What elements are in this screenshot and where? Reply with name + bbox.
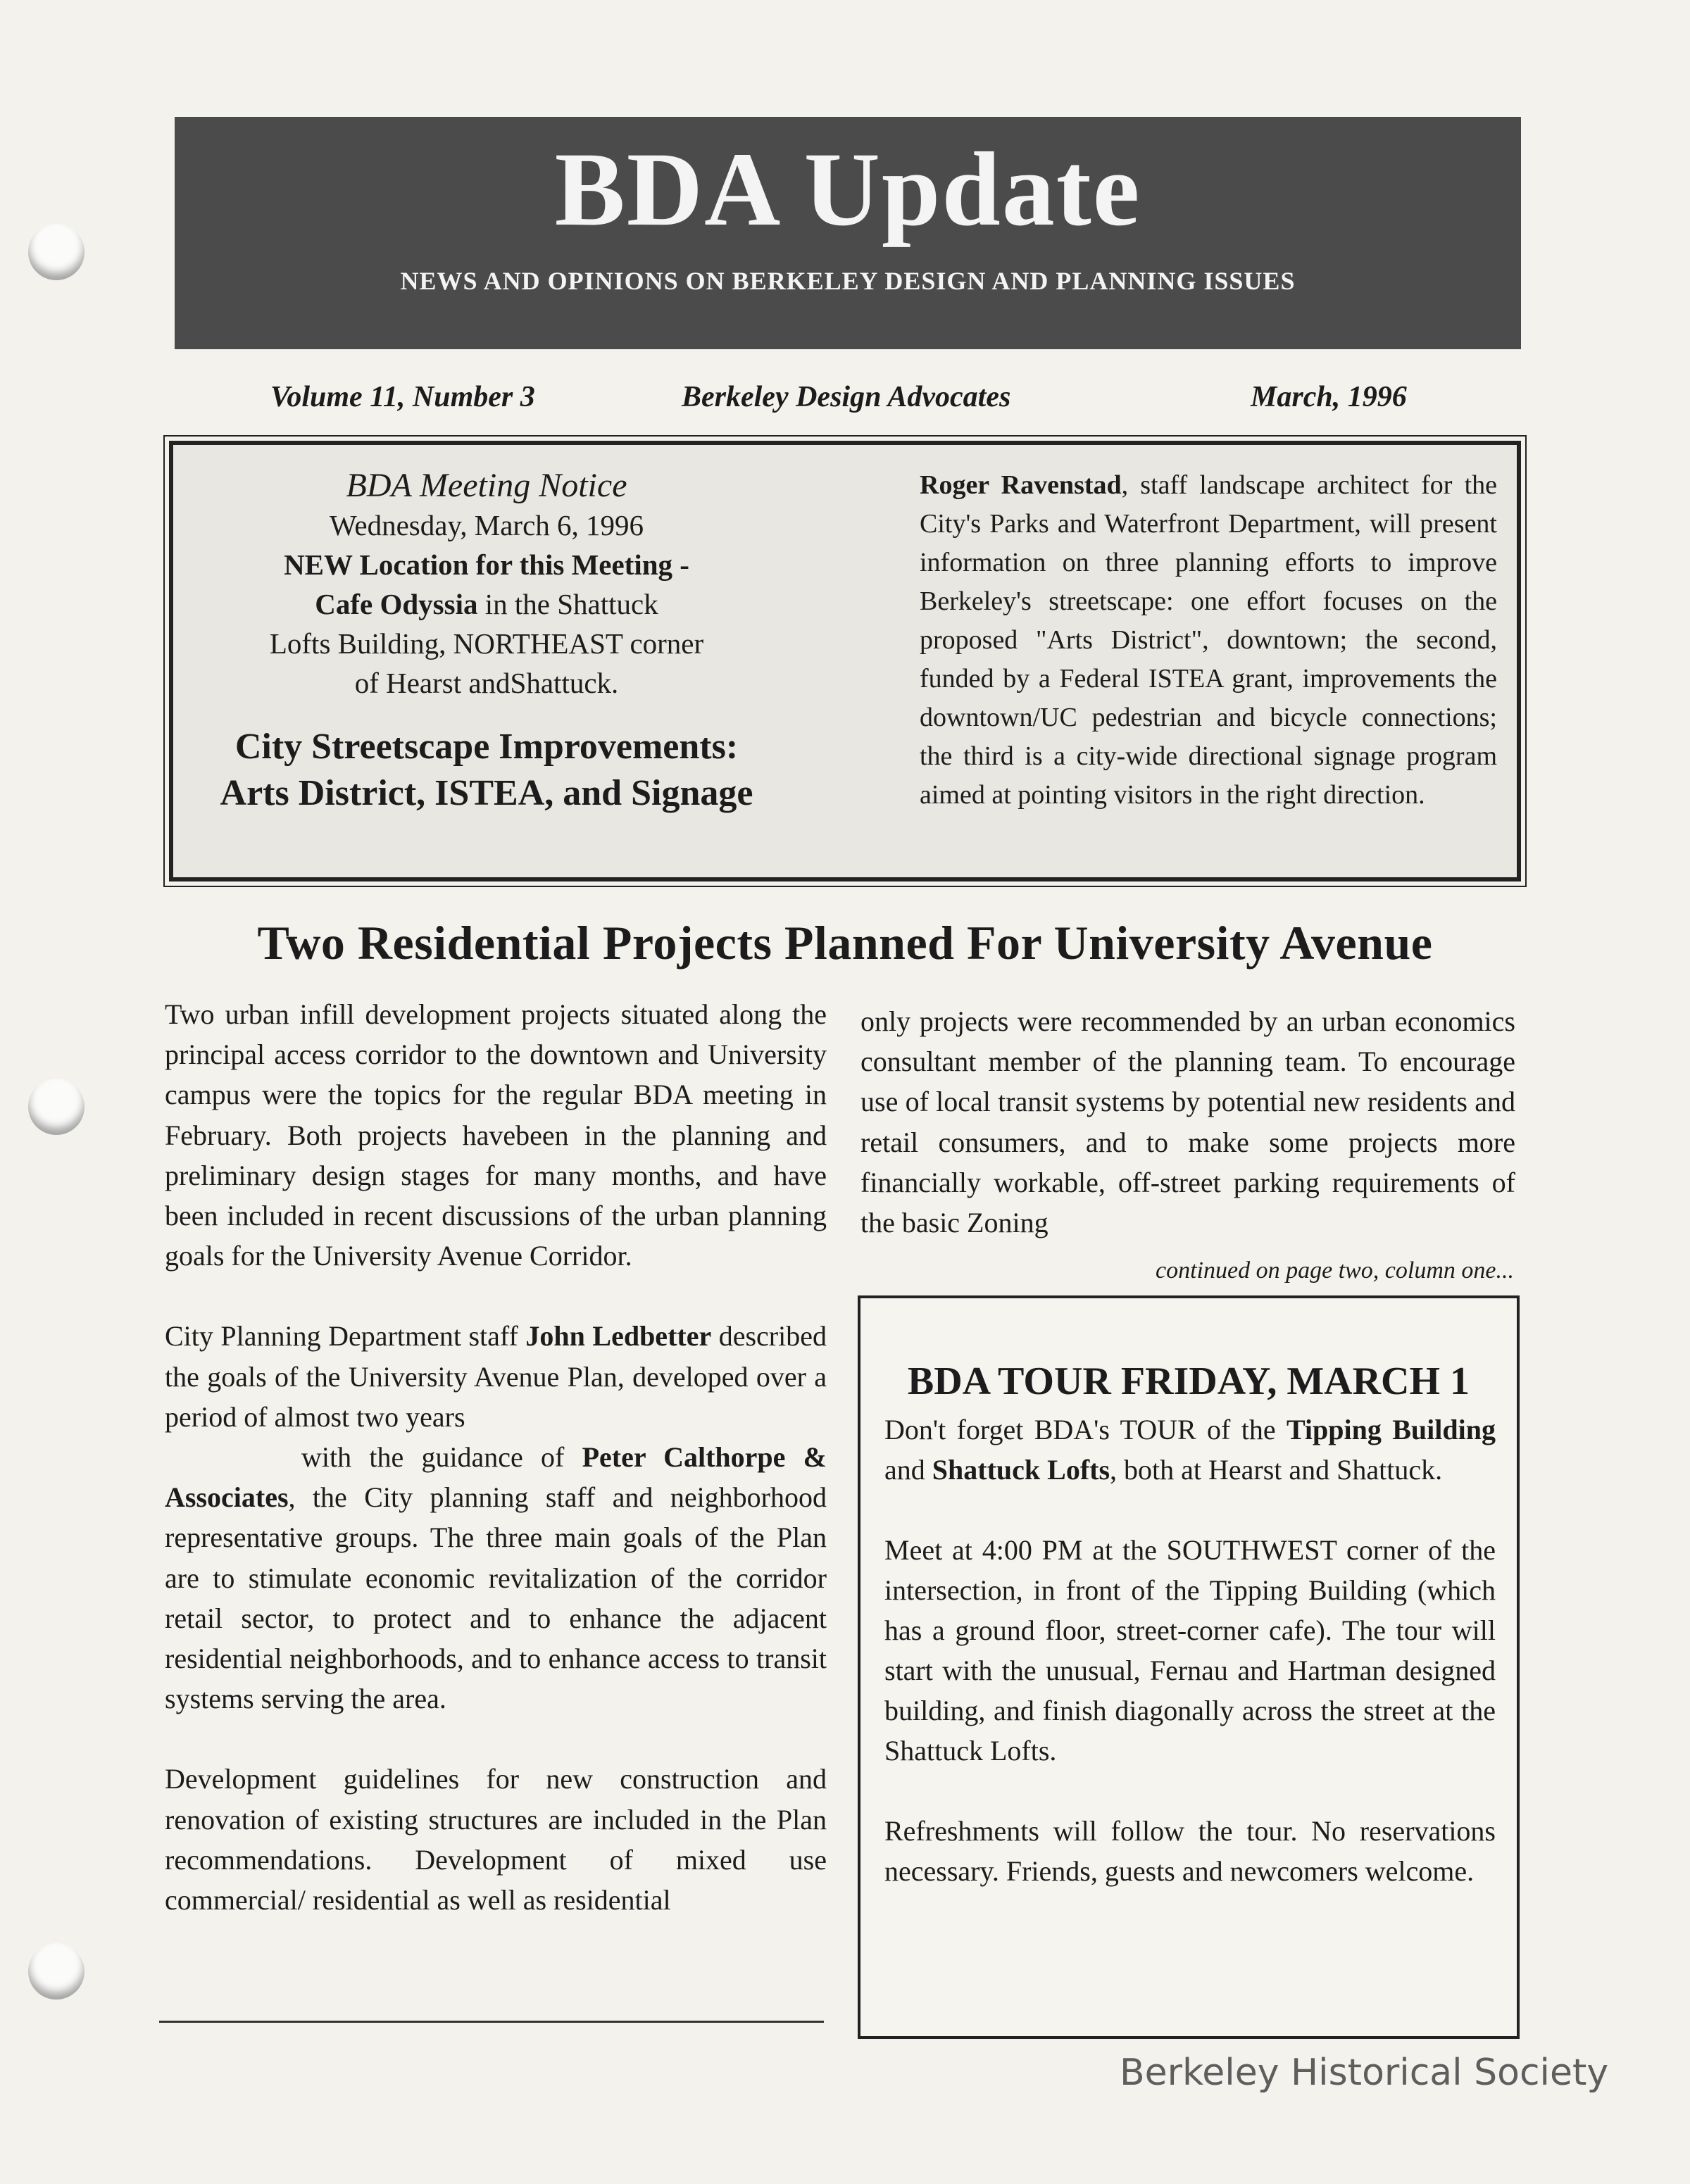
tour-paragraph: Don't forget BDA's TOUR of the Tipping Building and Shattuck Lofts, both at Hearst and Shattuck. xyxy=(884,1414,1496,1486)
meeting-location-heading: NEW Location for this Meeting - xyxy=(284,548,689,581)
meeting-notice-heading: BDA Meeting Notice xyxy=(346,467,627,504)
meeting-location-line: Cafe Odyssia in the Shattuck xyxy=(315,588,658,620)
firm-name: Peter Calthorpe & Associates xyxy=(165,1441,827,1514)
issue-date: March, 1996 xyxy=(1251,381,1407,413)
article-paragraph: Development guidelines for new construction and renovation of existing structures are included in the Plan recommendations. Development of mixed use commercial/ residential as well as residential xyxy=(165,1763,827,1916)
article-paragraph: City Planning Department staff John Ledbetter described the goals of the University Avenue Plan, developed over a period of almost two years with the guidance of Peter Calthorpe & Associates, the City planning staff and neighborhood representative groups. The three main goals of the Plan are to stimulate economic revitalization of the corridor retail sector, to protect and to enhance the adjacent residential neighborhoods, and to enhance access to transit systems serving the area. xyxy=(165,1320,827,1715)
tour-site: Shattuck Lofts xyxy=(932,1454,1110,1486)
tour-title: BDA TOUR FRIDAY, MARCH 1 xyxy=(907,1360,1470,1403)
newsletter-title: BDA Update xyxy=(554,131,1141,248)
article-paragraph: only projects were recommended by an urban economics consultant member of the planning team. To encourage use of local transit systems by potential new residents and retail consumers, and to make some projects more financially workable, off-street parking requirements of the basic Zoning xyxy=(860,1005,1515,1239)
punch-hole-bottom xyxy=(28,1943,84,2000)
column-rule xyxy=(159,2021,824,2023)
meeting-notice-box xyxy=(169,441,1521,881)
meeting-notice-details xyxy=(194,466,779,817)
tour-announcement-box xyxy=(858,1295,1520,2039)
article-headline: Two Residential Projects Planned For University Avenue xyxy=(257,916,1433,969)
person-name: John Ledbetter xyxy=(525,1320,712,1353)
meeting-venue: Cafe Odyssia xyxy=(315,588,478,620)
meeting-speaker-description: Roger Ravenstad, staff landscape architect for the City's Parks and Waterfront Department, will present information on three planning efforts to improve Berkeley's streetscape: one effort focuses on the proposed "Arts District", downtown; the second, funded by a Federal ISTEA grant, improvements the downtown/UC pedestrian and bicycle connections; the third is a city-wide directional signage program aimed at pointing visitors in the right direction. xyxy=(920,470,1498,810)
tour-body xyxy=(884,1410,1496,1891)
punch-hole-top xyxy=(28,224,84,280)
meeting-location-line: Lofts Building, NORTHEAST corner xyxy=(269,627,704,660)
speaker-name: Roger Ravenstad xyxy=(920,470,1122,500)
masthead xyxy=(175,117,1521,349)
newsletter-subtitle: NEWS AND OPINIONS ON BERKELEY DESIGN AND PLANNING ISSUES xyxy=(400,267,1296,295)
meeting-date: Wednesday, March 6, 1996 xyxy=(329,509,644,541)
tour-site: Tipping Building xyxy=(1286,1414,1496,1445)
punch-hole-middle xyxy=(28,1079,84,1135)
tour-paragraph: Refreshments will follow the tour. No reservations necessary. Friends, guests and newcomers welcome. xyxy=(884,1815,1496,1887)
issue-volume: Volume 11, Number 3 xyxy=(270,381,535,413)
meeting-topic: City Streetscape Improvements: Arts District, ISTEA, and Signage xyxy=(220,727,753,813)
article-column-right xyxy=(860,1001,1515,1243)
article-paragraph: Two urban infill development projects situated along the principal access corridor to the downtown and University campus were the topics for the regular BDA meeting in February. Both projects havebeen in the planning and preliminary design stages for many months, and have been included in recent discussions of the urban planning goals for the University Avenue Corridor. xyxy=(165,998,827,1272)
meeting-location-line: of Hearst andShattuck. xyxy=(354,667,619,699)
continued-note: continued on page two, column one... xyxy=(1156,1257,1514,1284)
issue-publisher: Berkeley Design Advocates xyxy=(682,381,1011,413)
archive-watermark: Berkeley Historical Society xyxy=(1120,2052,1609,2094)
tour-paragraph: Meet at 4:00 PM at the SOUTHWEST corner of the intersection, in front of the Tipping Building (which has a ground floor, street-corner cafe). The tour will start with the unusual, Fernau and Hartman designed building, and finish diagonally across the street at the Shattuck Lofts. xyxy=(884,1534,1496,1766)
article-column-left xyxy=(165,994,827,1920)
